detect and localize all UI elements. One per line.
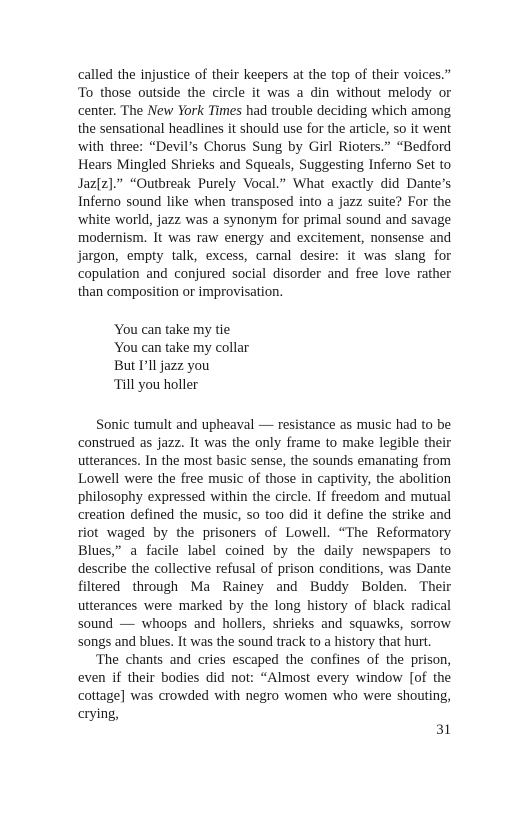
paragraph: The chants and cries escaped the confines of the prison, even if their bodies did not: “Almost every window [of the cottage] was crowded with negro women who were shouting, crying, [78, 651, 451, 723]
verse-quote [114, 321, 451, 393]
verse-line: But I’ll jazz you [114, 358, 210, 375]
verse-line: You can take my tie [114, 322, 231, 339]
verse-line: You can take my collar [114, 340, 249, 357]
verse-line: Till you holler [114, 376, 198, 393]
page-number: 31 [436, 722, 451, 738]
paragraph-text: called the injustice of their keepers at the top of their voices.” To those outside the circle it was a din without melody or center. The [78, 67, 451, 120]
paragraph [78, 66, 451, 301]
page-body [78, 66, 451, 723]
paragraph: Sonic tumult and upheaval — resistance as music had to be construed as jazz. It was the only frame to make legible their utterances. In the most basic sense, the sounds emanating from Lowell were the free music of those in captivity, the abolition philosophy expressed within the circle. If freedom and mutual creation defined the music, so too did it define the strike and riot waged by the prisoners of Lowell. “The Reformatory Blues,” a facile label coined by the daily newspapers to describe the collective refusal of prison conditions, was Dante filtered through Ma Rainey and Buddy Bolden. Their utterances were marked by the long history of black radical sound — whoops and hollers, shrieks and squawks, sorrow songs and blues. It was the sound track to a history that hurt. [78, 416, 451, 650]
publication-title: New York Times [147, 103, 242, 120]
paragraph-text: had trouble deciding which among the sensational headlines it should use for the article, so it went with three: “Devil’s Chorus Sung by Girl Rioters.” “Bedford Hears Mingled Shrieks and Squeals, Suggesting Inferno Set to Jaz[z].” “Outbreak Purely Vocal.” What exactly did Dante’s Inferno sound like when transposed into a jazz suite? For the white world, jazz was a synonym for primal sound and savage modernism. It was raw energy and excitement, nonsense and jargon, empty talk, excess, carnal desire: it was slang for copulation and conjured social disorder and free love rather than composition or improvisation. [78, 103, 451, 301]
